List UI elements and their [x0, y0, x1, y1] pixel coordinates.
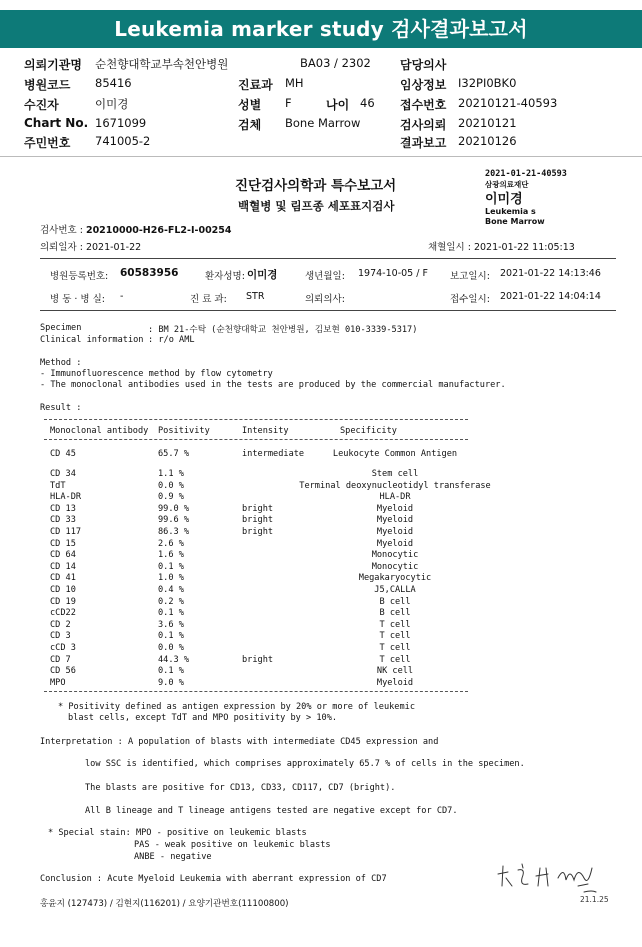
label-department: 진료과 [238, 78, 273, 92]
label-result-report-date: 결과보고 [400, 136, 447, 150]
cell-intensity: bright [242, 654, 274, 665]
col-header-antibody: Monoclonal antibody [50, 426, 149, 436]
request-date [40, 239, 141, 253]
patient-name-value: 이미경 [247, 269, 278, 281]
report-subtitle: 백혈병 및 림프종 세포표지검사 [238, 199, 395, 213]
stamp-specimen: Bone Marrow [485, 217, 545, 226]
collection-time [428, 239, 575, 253]
cell-antibody: CD 15 [50, 538, 76, 549]
value-clinical-info: I32PI0BK0 [458, 76, 517, 90]
cell-antibody: CD 41 [50, 573, 76, 584]
footnote-line-2: blast cells, except TdT and MPO positivity by > 10%. [68, 713, 338, 723]
label-requesting-institution: 의뢰기관명 [24, 58, 82, 72]
value-resident-number: 741005-2 [95, 134, 151, 148]
clinical-value: : r/o AML [148, 335, 195, 345]
cell-specificity: Myeloid [376, 515, 414, 526]
cell-antibody: CD 45 [50, 449, 76, 459]
inspection-number-label: 검사번호 : [40, 225, 86, 236]
birth-date-label: 생년월일: [305, 271, 345, 282]
value-specimen: Bone Marrow [285, 116, 361, 130]
special-stain-line-2: PAS - weak positive on leukemic blasts [134, 840, 331, 850]
cell-positivity: 0.1 % [158, 561, 184, 572]
specimen-value: : BM 21-수탁 (순천향대학교 천안병원, 김보현 010-3339-5317) [148, 325, 418, 335]
report-date-label: 보고일시: [450, 271, 490, 282]
interpretation-line-4: All B lineage and T lineage antigens tested are negative except for CD7. [85, 806, 458, 816]
cell-antibody: CD 3 [50, 631, 71, 642]
cell-positivity: 1.0 % [158, 573, 184, 584]
cell-specificity: Leukocyte Common Antigen [332, 449, 458, 459]
col-header-intensity: Intensity [242, 426, 289, 436]
scanned-report [30, 166, 626, 926]
physician-label: 의뢰의사: [305, 294, 345, 305]
stamp-receipt-number: 2021-01-21-40593 [485, 169, 567, 179]
label-receipt-number: 접수번호 [400, 98, 447, 112]
rule-info [40, 310, 616, 311]
cell-antibody: CD 13 [50, 503, 76, 514]
ward-room-value: - [120, 291, 124, 302]
cell-specificity: Myeloid [376, 677, 414, 688]
clinical-info-line [40, 335, 195, 345]
receipt-time-label: 접수일시: [450, 294, 490, 305]
cell-antibody: CD 10 [50, 585, 76, 595]
method-line-2: - The monoclonal antibodies used in the tests are produced by the commercial manufacturer. [40, 380, 506, 390]
cell-specificity: Monocytic [371, 561, 419, 572]
report-banner-title: Leukemia marker study 검사결과보고서 [0, 10, 642, 48]
value-test-request-date: 20210121 [458, 116, 517, 130]
col-header-positivity: Positivity [158, 426, 210, 436]
cell-positivity: 0.0 % [158, 480, 184, 491]
cell-positivity: 86.3 % [158, 527, 190, 537]
conclusion-line: Conclusion : Acute Myeloid Leukemia with aberrant expression of CD7 [40, 874, 387, 884]
cell-specificity: T cell [379, 643, 411, 653]
value-hospital-code: 85416 [95, 76, 132, 90]
value-requesting-institution: 순천향대학교부속천안병원 [95, 57, 229, 71]
special-stain-line-3: ANBE - negative [134, 852, 212, 862]
interpretation-line-2: low SSC is identified, which comprises approximately 65.7 % of cells in the specimen. [85, 759, 525, 769]
inspection-number-value: 20210000-H26-FL2-I-00254 [85, 225, 232, 236]
label-chart-no: Chart No. [24, 116, 89, 130]
value-age: 46 [360, 96, 375, 110]
cell-positivity: 0.4 % [158, 585, 184, 595]
collection-time-value: 2021-01-22 11:05:13 [473, 242, 575, 253]
cell-specificity: HLA-DR [379, 492, 411, 503]
table-rule-top [44, 419, 468, 420]
cell-antibody: HLA-DR [50, 492, 82, 503]
label-test-request-date: 검사의뢰 [400, 118, 447, 132]
special-stain-line-1: * Special stain: MPO - positive on leukemic blasts [48, 828, 307, 838]
cell-specificity: Terminal deoxynucleotidyl transferase [299, 480, 491, 491]
cell-antibody: MPO [50, 677, 66, 688]
cell-specificity: B cell [379, 596, 411, 607]
clinical-label: Clinical information [40, 335, 144, 345]
collection-time-label: 채혈일시 : [428, 242, 474, 253]
report-title: 진단검사의학과 특수보고서 [235, 178, 397, 194]
label-resident-number: 주민번호 [24, 136, 71, 150]
cell-antibody: CD 34 [50, 469, 76, 479]
cell-specificity: Stem cell [371, 469, 419, 479]
cell-positivity: 99.6 % [158, 515, 190, 526]
cell-antibody: CD 14 [50, 561, 76, 572]
label-attending-doctor: 담당의사 [400, 58, 447, 72]
request-date-value: 2021-01-22 [85, 242, 142, 253]
col-header-specificity: Specificity [340, 426, 397, 436]
registration-number-label: 병원등록번호: [50, 271, 109, 282]
cell-positivity: 0.0 % [158, 643, 184, 653]
cell-antibody: CD 64 [50, 550, 76, 561]
cell-specificity: Monocytic [371, 550, 419, 561]
cell-positivity: 44.3 % [158, 654, 190, 665]
cell-intensity: intermediate [242, 449, 305, 459]
value-receipt-number: 20210121-40593 [458, 96, 558, 110]
cell-antibody: CD 2 [50, 619, 71, 630]
label-specimen: 검체 [238, 118, 262, 132]
stamp-study: Leukemia s [485, 207, 536, 216]
report-date-value: 2021-01-22 14:13:46 [500, 268, 601, 279]
cell-positivity: 0.1 % [158, 666, 184, 677]
header-divider [0, 156, 642, 157]
value-patient-name: 이미경 [95, 97, 129, 111]
receipt-time-value: 2021-01-22 14:04:14 [500, 291, 601, 302]
department-value: STR [246, 291, 265, 302]
method-heading: Method : [40, 358, 82, 368]
cell-specificity: J5,CALLA [374, 585, 416, 595]
label-age: 나이 [326, 98, 350, 112]
request-date-label: 의뢰일자 : [40, 242, 86, 253]
value-sex: F [285, 96, 292, 110]
cell-intensity: bright [242, 515, 274, 526]
method-line-1: - Immunofluorescence method by flow cytometry [40, 369, 273, 379]
cell-antibody: CD 56 [50, 666, 76, 677]
cell-antibody: TdT [50, 480, 66, 491]
cell-specificity: Megakaryocytic [358, 573, 432, 584]
cell-antibody: CD 7 [50, 654, 71, 665]
cell-positivity: 99.0 % [158, 503, 190, 514]
cell-positivity: 2.6 % [158, 538, 184, 549]
table-rule-bottom [44, 691, 468, 692]
rule-top [40, 258, 616, 259]
cell-specificity: Myeloid [376, 503, 414, 514]
cell-positivity: 0.1 % [158, 631, 184, 642]
cell-positivity: 0.2 % [158, 596, 184, 607]
signers-line: 홍윤지 (127473) / 김현지(116201) / 요양기관번호(11100800) [40, 899, 289, 909]
cell-antibody: CD 19 [50, 596, 76, 607]
cell-antibody: cCD 3 [50, 643, 76, 653]
cell-positivity: 0.9 % [158, 492, 184, 503]
cell-positivity: 3.6 % [158, 619, 184, 630]
result-heading: Result : [40, 403, 82, 413]
stamp-patient-name: 이미경 [485, 192, 523, 207]
birth-date-value: 1974-10-05 / F [358, 268, 428, 279]
cell-specificity: T cell [379, 654, 411, 665]
handwritten-signature [492, 856, 622, 906]
interpretation-line-3: The blasts are positive for CD13, CD33, CD117, CD7 (bright). [85, 783, 396, 793]
cell-antibody: CD 33 [50, 515, 76, 526]
department-label: 진 료 과: [190, 294, 227, 305]
value-chart-no: 1671099 [95, 116, 147, 130]
label-hospital-code: 병원코드 [24, 78, 71, 92]
patient-name-label: 환자성명: [205, 271, 245, 282]
cell-positivity: 1.1 % [158, 469, 184, 479]
stamp-institute: 삼광의료재단 [485, 180, 529, 189]
label-clinical-info: 임상정보 [400, 78, 447, 92]
cell-positivity: 9.0 % [158, 677, 184, 688]
inspection-number [40, 222, 232, 236]
footnote-line-1: * Positivity defined as antigen expression by 20% or more of leukemic [58, 702, 415, 712]
label-sex: 성별 [238, 98, 262, 112]
cell-positivity: 1.6 % [158, 550, 184, 561]
cell-antibody: cCD22 [50, 608, 76, 619]
cell-specificity: Myeloid [376, 538, 414, 549]
value-ward: BA03 / 2302 [300, 56, 371, 70]
specimen-label: Specimen [40, 323, 82, 333]
value-result-report-date: 20210126 [458, 134, 517, 148]
cell-intensity: bright [242, 527, 274, 537]
cell-specificity: NK cell [376, 666, 414, 677]
cell-specificity: T cell [379, 631, 411, 642]
cell-specificity: B cell [379, 608, 411, 619]
signature-date: 21.1.25 [580, 895, 609, 904]
table-rule-mid [44, 439, 468, 440]
cell-antibody: CD 117 [50, 527, 82, 537]
cell-intensity: bright [242, 503, 274, 514]
cell-specificity: Myeloid [376, 527, 414, 537]
ward-room-label: 병 동 · 병 실: [50, 294, 106, 305]
specimen-line [40, 323, 418, 335]
interpretation-line-1: Interpretation : A population of blasts with intermediate CD45 expression and [40, 737, 439, 747]
cell-specificity: T cell [379, 619, 411, 630]
cell-positivity: 0.1 % [158, 608, 184, 619]
registration-number-value: 60583956 [120, 267, 179, 279]
label-patient-name: 수진자 [24, 98, 59, 112]
value-department: MH [285, 76, 304, 90]
cell-positivity: 65.7 % [158, 449, 190, 459]
